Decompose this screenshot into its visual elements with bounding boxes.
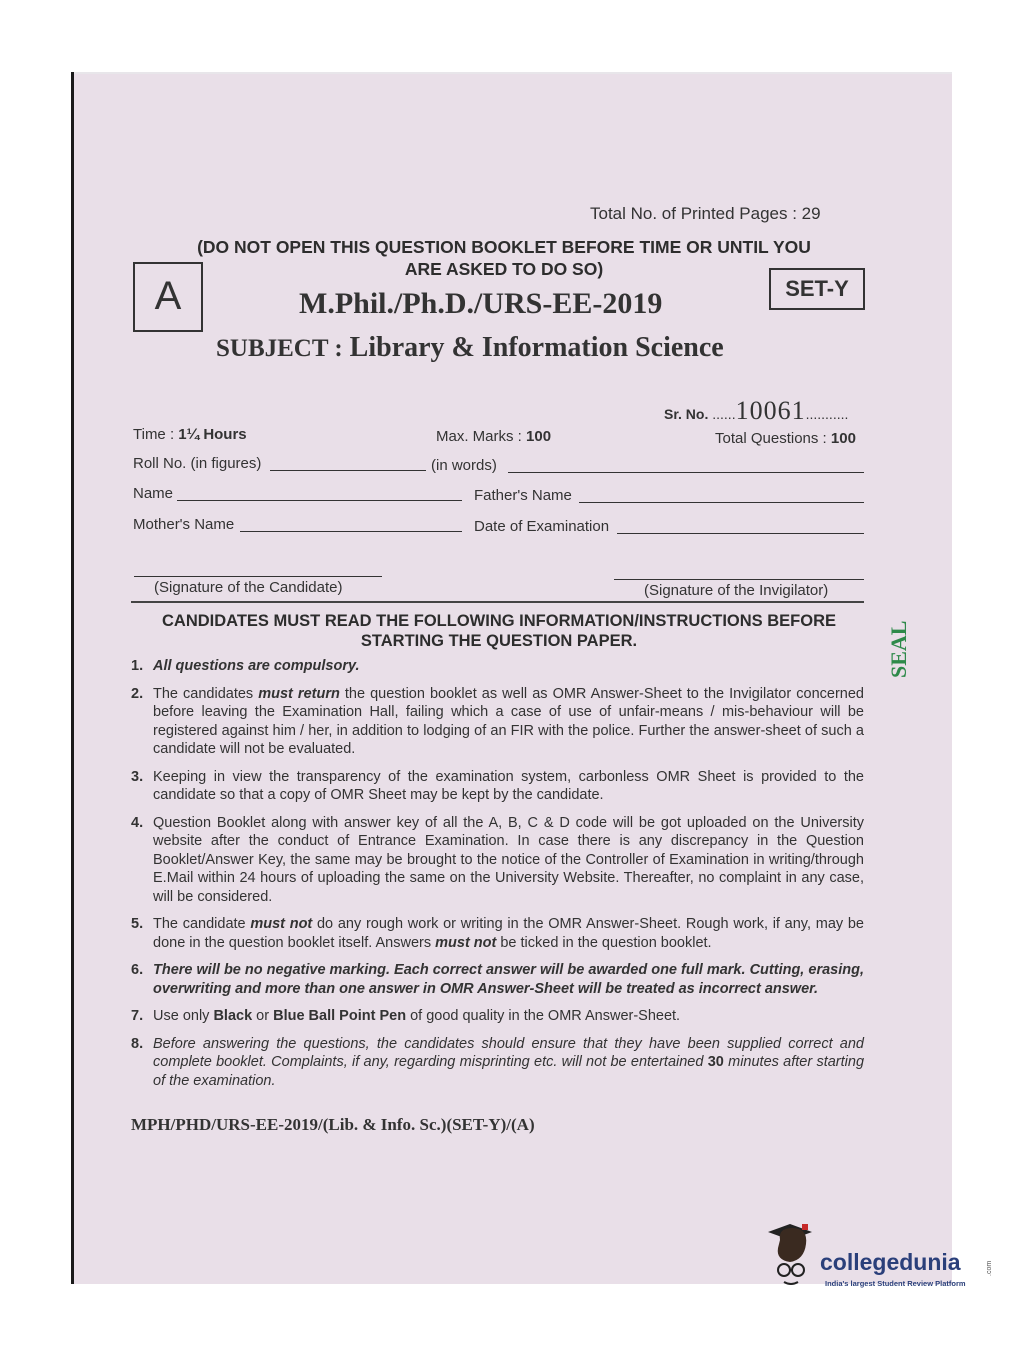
roll-words-label: (in words): [431, 457, 497, 474]
mother-name-blank[interactable]: [240, 531, 462, 532]
seal-text: SEAL: [886, 620, 911, 678]
instruction-number: 2.: [131, 685, 144, 702]
roll-figures-blank[interactable]: [270, 470, 426, 471]
serial-dots-right: ...........: [805, 406, 849, 422]
warning-line-2: ARE ASKED TO DO SO): [404, 259, 604, 279]
instructions-heading: [134, 611, 864, 651]
subject-line: [216, 332, 724, 364]
printed-pages: Total No. of Printed Pages : 29: [590, 204, 821, 223]
do-not-open-warning: [134, 236, 874, 280]
instruction-text: Keeping in view the transparency of the examination system, carbonless OMR Sheet is provided to the candidate so that a copy of OMR Sheet may be kept by the candidate.: [153, 768, 864, 803]
instruction-emphasis: Blue Ball Point Pen: [273, 1008, 407, 1024]
candidate-signature-label: (Signature of the Candidate): [154, 579, 343, 596]
instruction-emphasis: 30: [707, 1054, 724, 1070]
instruction-item: [131, 768, 864, 805]
instructions-heading-line-1: CANDIDATES MUST READ THE FOLLOWING INFORMATION/INSTRUCTIONS BEFORE: [161, 612, 837, 630]
candidate-signature-line[interactable]: [134, 576, 382, 577]
max-marks-label: Max. Marks :: [436, 428, 522, 445]
instruction-emphasis: must not: [250, 916, 313, 932]
name-label: Name: [133, 485, 174, 502]
max-marks-value: 100: [526, 428, 552, 445]
instruction-text: All questions are compulsory.: [153, 658, 360, 674]
instruction-number: 7.: [131, 1008, 144, 1024]
name-blank[interactable]: [177, 500, 462, 501]
instruction-number: 6.: [131, 962, 144, 978]
serial-value: 10061: [735, 396, 806, 425]
father-name-blank[interactable]: [579, 502, 864, 503]
time-value: 1¼ Hours: [178, 426, 247, 443]
instruction-text: [153, 1007, 864, 1026]
collegedunia-watermark: [768, 1220, 998, 1310]
watermark-suffix: .com: [986, 1260, 993, 1276]
total-questions-info: [715, 430, 856, 447]
invigilator-signature-line[interactable]: [614, 579, 864, 580]
subject-label: SUBJECT :: [216, 335, 343, 362]
serial-dots-left: ......: [712, 406, 736, 422]
mother-name-label: Mother's Name: [133, 516, 235, 533]
serial-number: [664, 396, 848, 426]
section-divider: [131, 601, 864, 603]
instruction-item: [131, 1007, 864, 1026]
instruction-emphasis: must return: [258, 685, 340, 702]
time-label: Time :: [133, 426, 175, 443]
instruction-part: The candidates: [153, 685, 259, 702]
instruction-number: 5.: [131, 916, 144, 932]
roll-figures-label: Roll No. (in figures): [133, 455, 262, 472]
instruction-part: minutes after starting of the examination.: [153, 1054, 865, 1089]
instruction-number: 1.: [131, 658, 144, 674]
roll-words-blank[interactable]: [508, 472, 864, 473]
warning-line-1: (DO NOT OPEN THIS QUESTION BOOKLET BEFORE TIME OR UNTIL YOU: [197, 237, 811, 257]
exam-title: M.Phil./Ph.D./URS-EE-2019: [299, 287, 663, 320]
instructions-heading-line-2: STARTING THE QUESTION PAPER.: [360, 632, 638, 650]
invigilator-signature-label: (Signature of the Invigilator): [644, 582, 829, 599]
instruction-number: 8.: [131, 1035, 144, 1052]
instruction-part: Before answering the questions, the candidates should ensure that they have been supplied correct and complete booklet. Complaints, if any, regarding misprinting etc. will not be entertained: [153, 1035, 864, 1070]
instruction-part: do any rough work or writing in the OMR Answer-Sheet. Rough work, if any, may be done in the question booklet itself. Answers: [153, 916, 864, 951]
seal-stamp: [884, 614, 914, 684]
instruction-item: [131, 657, 864, 676]
question-booklet-cover: [74, 74, 952, 1284]
instruction-item: [131, 1035, 864, 1091]
watermark-tagline: India's largest Student Review Platform: [825, 1279, 966, 1288]
instruction-text: [153, 915, 864, 952]
collegedunia-logo-icon: [768, 1220, 998, 1310]
date-exam-blank[interactable]: [617, 533, 864, 534]
instruction-text: [153, 685, 864, 759]
watermark-brand: collegedunia: [820, 1249, 961, 1275]
instructions-list: [131, 657, 864, 1099]
set-box: SET-Y: [769, 268, 865, 310]
instruction-item: [131, 685, 864, 759]
paper-code: MPH/PHD/URS-EE-2019/(Lib. & Info. Sc.)(SET-Y)/(A): [131, 1115, 535, 1134]
instruction-part: be ticked in the question booklet.: [496, 934, 712, 951]
instruction-emphasis: must not: [435, 934, 497, 951]
father-name-label: Father's Name: [474, 487, 572, 504]
subject-name: Library & Information Science: [349, 332, 724, 363]
total-questions-label: Total Questions :: [715, 430, 827, 447]
instruction-part: of good quality in the OMR Answer-Sheet.: [406, 1008, 681, 1024]
date-exam-label: Date of Examination: [474, 518, 610, 535]
instruction-text: There will be no negative marking. Each correct answer will be awarded one full mark. Cutting, erasing, overwriting and more than one answer in OMR Answer-Sheet will be treated as incorrect answer.: [153, 962, 864, 997]
instruction-item: [131, 961, 864, 998]
instruction-emphasis: Black: [213, 1008, 253, 1024]
serial-label: Sr. No.: [664, 406, 709, 422]
instruction-number: 4.: [131, 814, 144, 831]
instruction-number: 3.: [131, 768, 144, 785]
instruction-part: the question booklet as well as OMR Answer-Sheet to the Invigilator concerned before leaving the Examination Hall, failing which a case of use of unfair-means / mis-behaviour will be registered against him / her, in addition to lodging of an FIR with the police. Further the answer-sheet of such a candidate will not be evaluated.: [153, 685, 864, 757]
instruction-item: [131, 915, 864, 952]
total-questions-value: 100: [830, 430, 856, 447]
instruction-item: [131, 814, 864, 907]
instruction-part: or: [252, 1008, 274, 1024]
instruction-text: [153, 1035, 864, 1091]
max-marks-info: [436, 428, 551, 445]
time-info: [133, 426, 247, 443]
booklet-code-box: A: [133, 262, 203, 332]
instruction-text: Question Booklet along with answer key of all the A, B, C & D code will be got uploaded on the University website after the conduct of Entrance Examination. In case there is any discrepancy in the Question Booklet/Answer Key, the same may be brought to the notice of the Controller of Examination in writing/through E.Mail within 24 hours of uploading the same on the University Website. Thereafter, no complaint in any case, will be considered.: [153, 814, 864, 905]
instruction-part: Use only: [153, 1008, 214, 1024]
instruction-part: The candidate: [153, 916, 251, 932]
